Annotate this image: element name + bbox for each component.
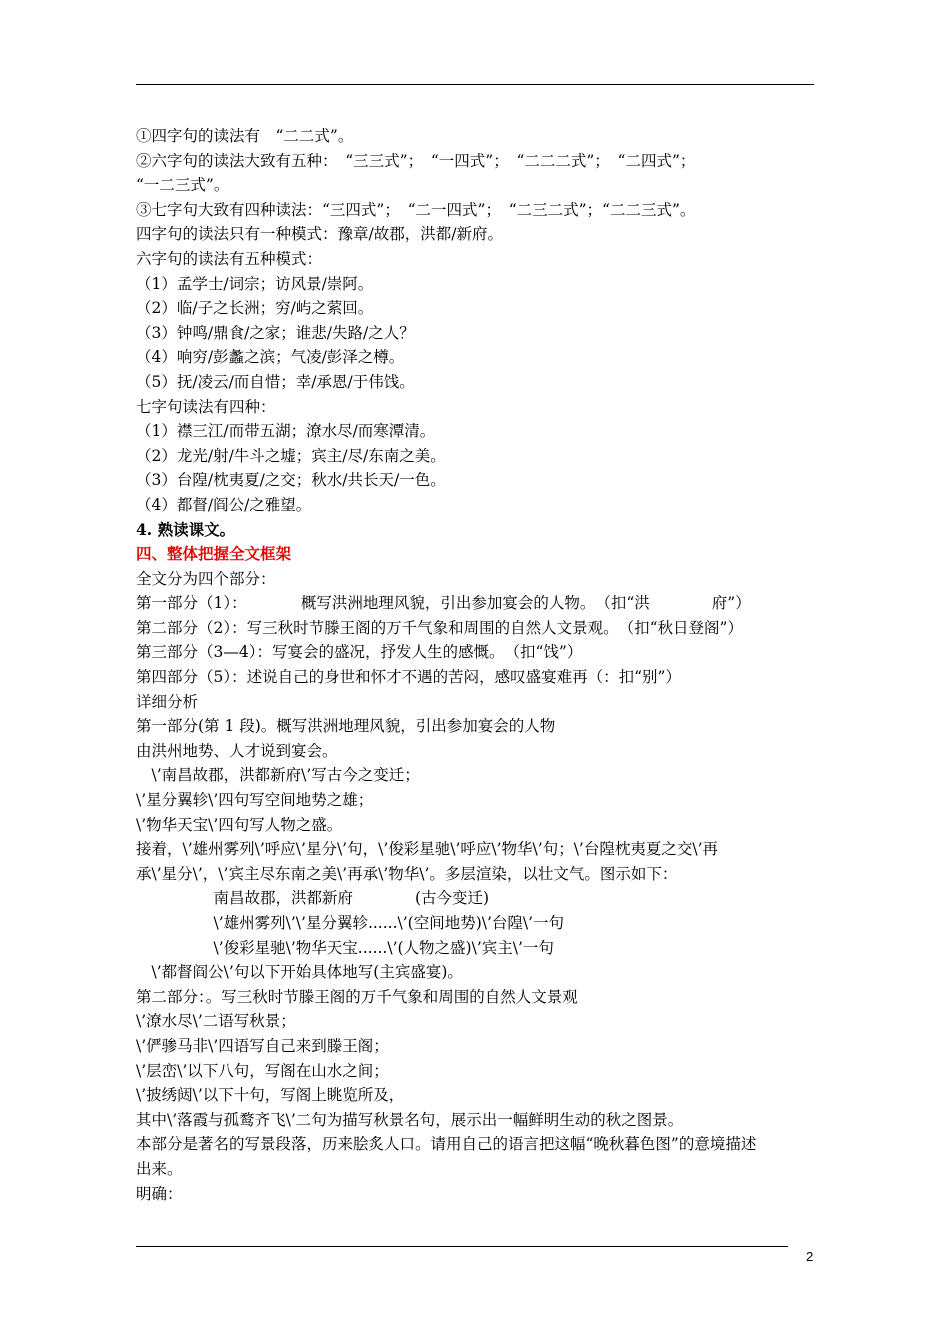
text-line: 明确：	[136, 1184, 183, 1203]
text-line: 第二部分（2）：写三秋时节滕王阁的万千气象和周围的自然人文景观。 （扣“秋日登阁”）	[136, 618, 743, 637]
text-line: 接着，\’雄州雾列\’呼应\’星分\’句，\’俊彩星驰\’呼应\’物华\’句；\’台隍枕夷夏之交\’再	[136, 840, 718, 859]
text-line: 出来。	[136, 1159, 183, 1178]
text-line: 由洪州地势、人才说到宴会。	[136, 741, 338, 760]
page-number: 2	[806, 1249, 814, 1264]
text-line: （5）抚/凌云/而自惜；幸/承恩/于伟饯。	[136, 372, 415, 391]
header-rule	[136, 84, 814, 85]
text-line: 本部分是著名的写景段落，历来脍炙人口。请用自己的语言把这幅“晚秋暮色图”的意境描述	[136, 1135, 757, 1154]
text-line: 七字句读法有四种：	[136, 397, 276, 416]
text-line: （2）临/子之长洲；穷/屿之萦回。	[136, 299, 374, 318]
text-line: 四字句的读法只有一种模式：豫章/故郡，洪都/新府。	[136, 225, 503, 244]
text-line: 第三部分（3—4）：写宴会的盛况，抒发人生的感慨。 （扣“饯”）	[136, 643, 583, 662]
text-line: 第二部分：。写三秋时节滕王阁的万千气象和周围的自然人文景观	[136, 987, 578, 1006]
diagram-line: 南昌故郡，洪都新府 (古今变迁)	[136, 889, 490, 908]
text-line: ②六字句的读法大致有五种： “三三式”； “一四式”； “二二二式”； “二四式”；	[136, 151, 696, 170]
text-line: \’南昌故郡，洪都新府\’写古今之变迁；	[136, 766, 420, 785]
text-line: （2）龙光/射/牛斗之墟；宾主/尽/东南之美。	[136, 446, 446, 465]
text-line: 其中\’落霞与孤鹜齐飞\’二句为描写秋景名句，展示出一幅鲜明生动的秋之图景。	[136, 1110, 684, 1129]
diagram-line: \’俊彩星驰\’物华天宝......\’(人物之盛)\’宾主\’一句	[136, 938, 554, 957]
text-line: \’披绣闼\’以下十句，写阁上眺览所及，	[136, 1086, 405, 1105]
text-line: 全文分为四个部分：	[136, 569, 276, 588]
document-body	[136, 124, 826, 1206]
text-line: 承\’星分\’，\’宾主尽东南之美\’再承\’物华\’。多层渲染，以壮文气。图示如下：	[136, 864, 678, 883]
text-line: 第一部分(第 1 段)。概写洪洲地理风貌，引出参加宴会的人物	[136, 717, 556, 736]
text-line: （3）钟鸣/鼎食/之家；谁悲/失路/之人？	[136, 323, 415, 342]
text-line: （4）响穷/彭蠡之滨；气凌/彭泽之樽。	[136, 348, 405, 367]
text-line: ③七字句大致有四种读法：“三四式”； “二一四式”； “二三二式”；“二二三式”。	[136, 200, 696, 219]
text-line: （3）台隍/枕夷夏/之交；秋水/共长天/一色。	[136, 471, 446, 490]
text-line: 详细分析	[136, 692, 199, 711]
text-line: （4）都督/阎公/之雅望。	[136, 495, 312, 514]
text-line: \’俨骖马非\’四语写自己来到滕王阁；	[136, 1036, 389, 1055]
text-line: （1）襟三江/而带五湖；潦水尽/而寒潭清。	[136, 422, 436, 441]
text-line: 六字句的读法有五种模式：	[136, 249, 323, 268]
step-heading: 4. 熟读课文。	[136, 519, 236, 539]
text-line: 第四部分（5）：述说自己的身世和怀才不遇的苦闷，感叹盛宴难再（：扣“别”）	[136, 668, 681, 687]
text-line: ①四字句的读法有 “二二式”。	[136, 127, 354, 145]
text-line: \’都督阎公\’句以下开始具体地写(主宾盛宴)。	[136, 963, 463, 982]
footer-rule	[136, 1246, 788, 1247]
text-line: \’星分翼轸\’四句写空间地势之雄；	[136, 791, 374, 810]
text-line: \’潦水尽\’二语写秋景；	[136, 1012, 296, 1031]
text-line: \’层峦\’以下八句，写阁在山水之间；	[136, 1061, 389, 1080]
text-line: 第一部分（1）： 概写洪洲地理风貌，引出参加宴会的人物。 （扣“洪 府”）	[136, 594, 751, 613]
text-line: “一二三式”。	[136, 176, 230, 195]
text-line: （1）孟学士/词宗；访风景/崇阿。	[136, 274, 374, 293]
section-heading: 四、整体把握全文框架	[136, 544, 292, 564]
text-line: \’物华天宝\’四句写人物之盛。	[136, 815, 343, 834]
diagram-line: \’雄州雾列\’\’星分翼轸......\’(空间地势)\’台隍\’一句	[136, 914, 565, 932]
